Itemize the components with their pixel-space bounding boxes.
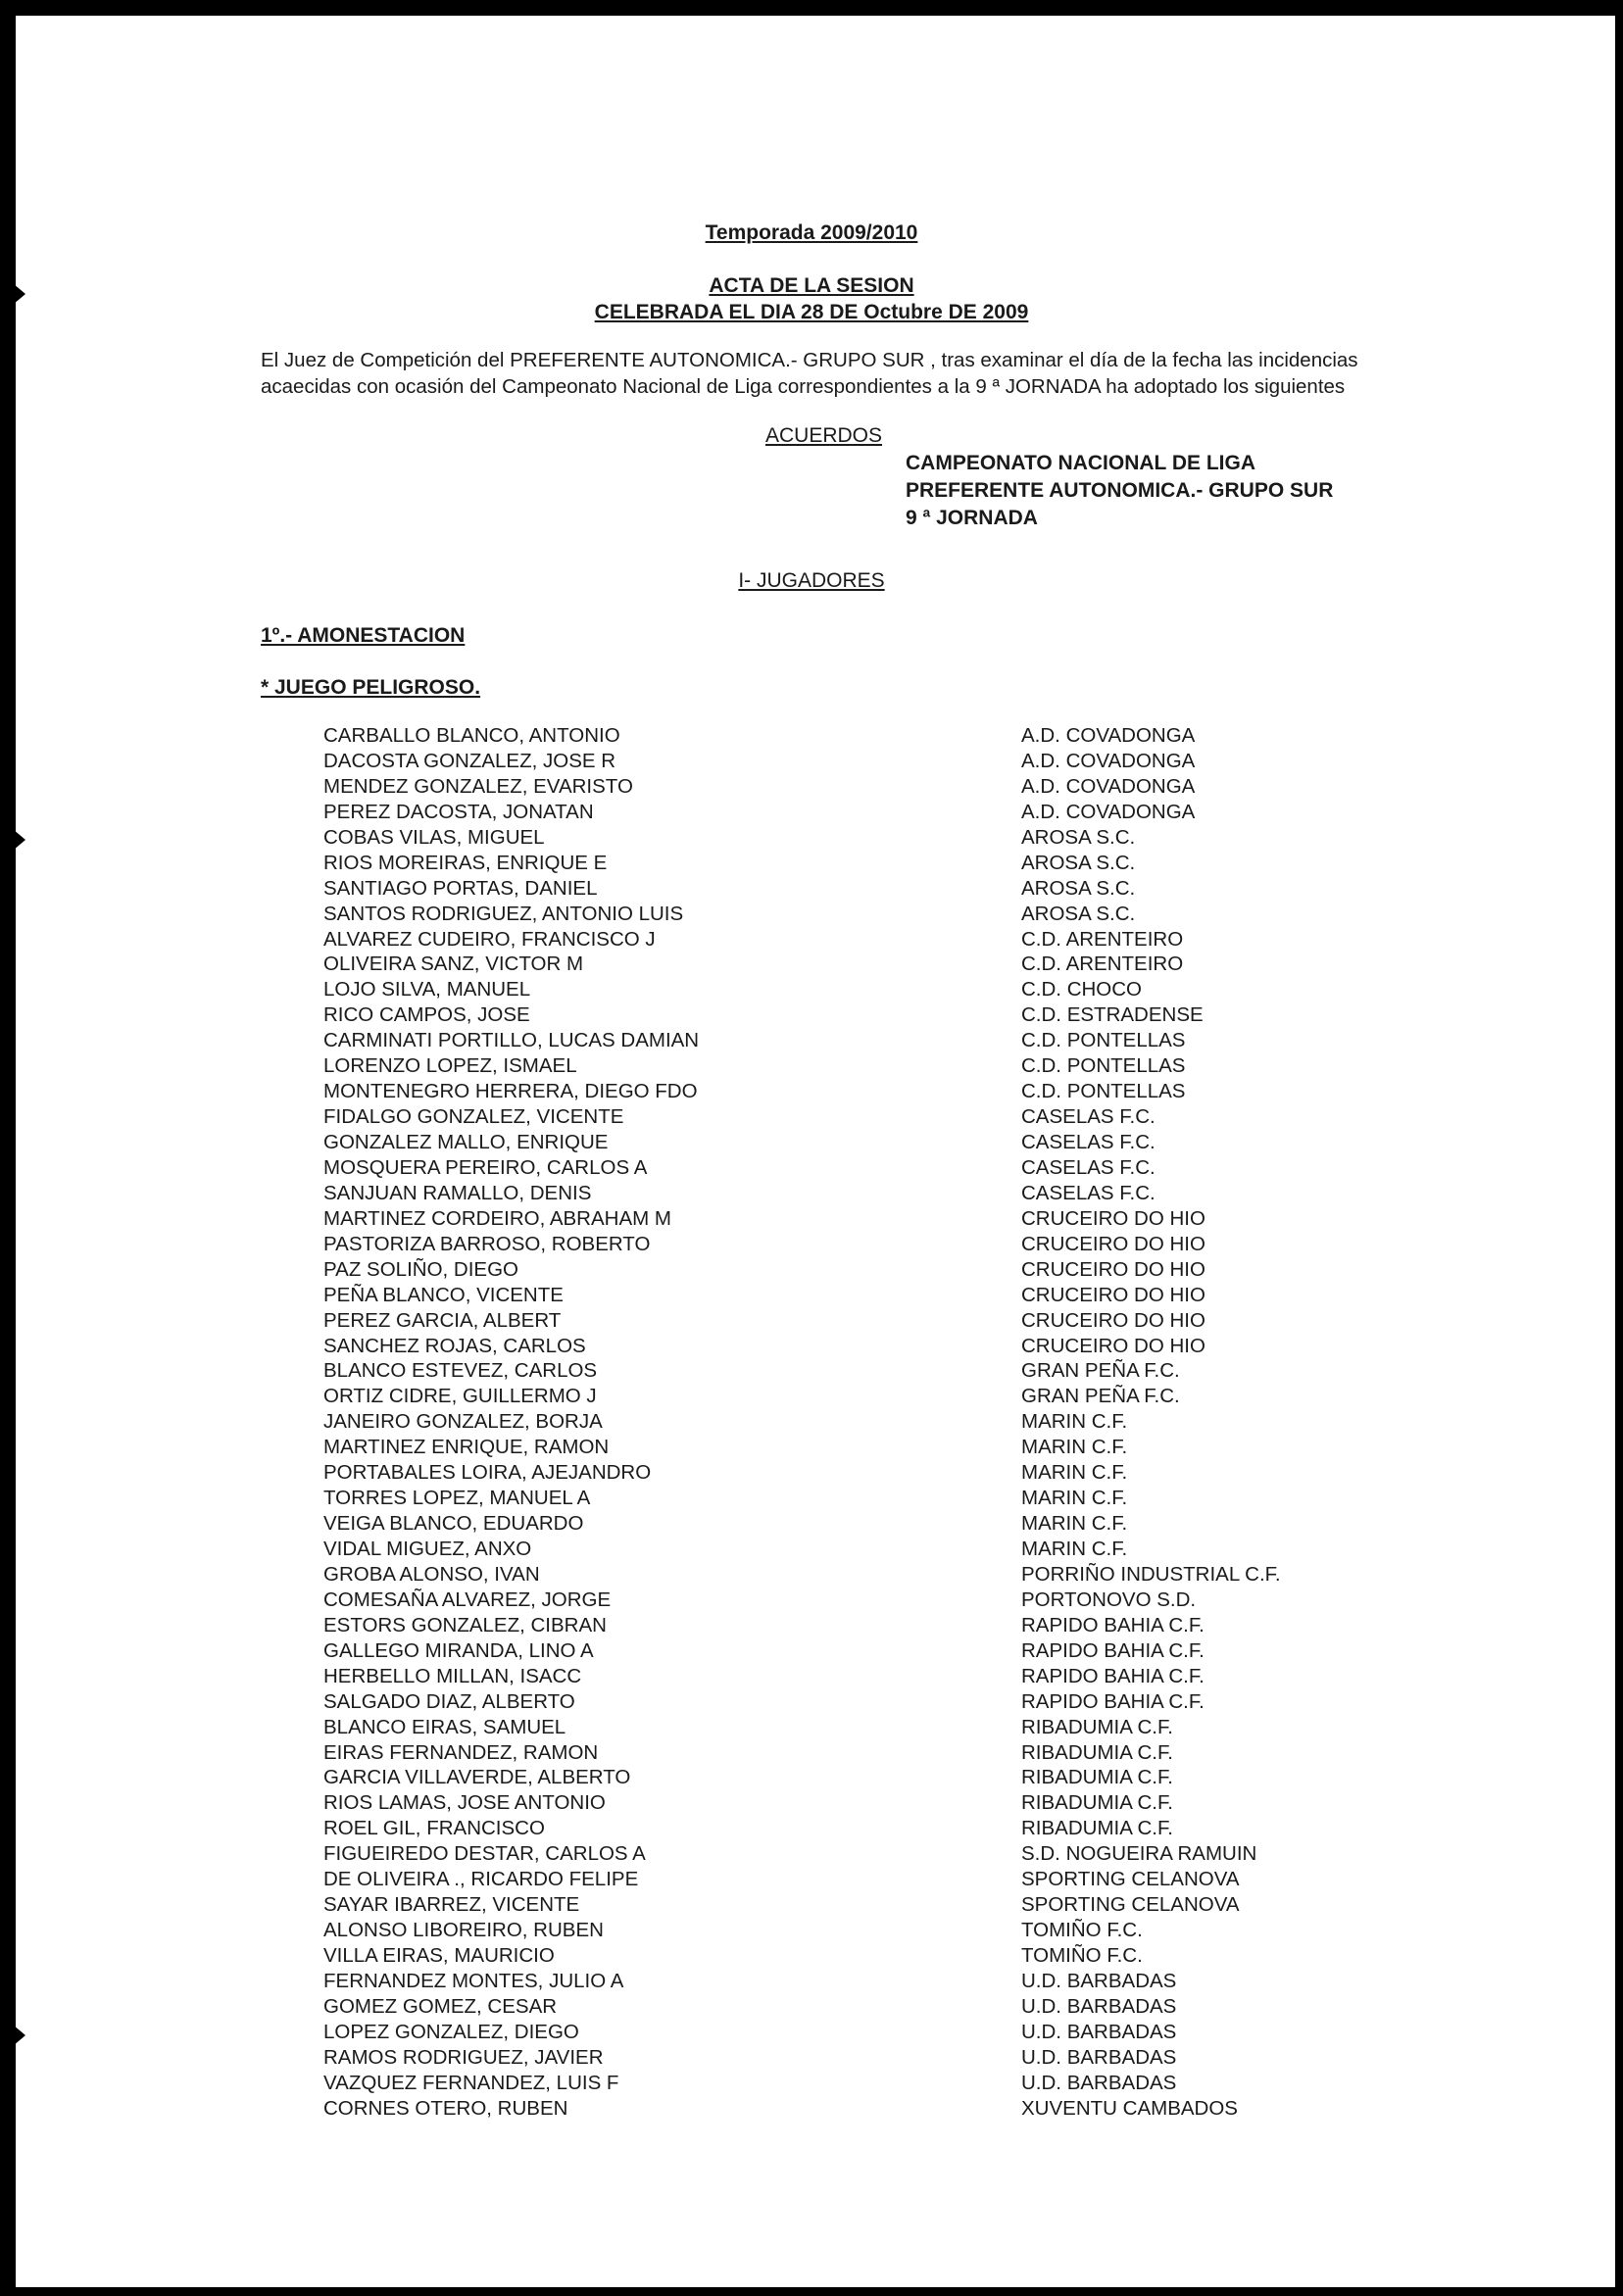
section-title: I- JUGADORES — [738, 569, 885, 592]
list-item — [0, 1232, 1623, 1257]
player-name: SAYAR IBARREZ, VICENTE — [323, 1893, 580, 1917]
player-name: RIOS MOREIRAS, ENRIQUE E — [323, 851, 608, 874]
list-item — [0, 1155, 1623, 1181]
list-item — [0, 800, 1623, 825]
player-name: ALONSO LIBOREIRO, RUBEN — [323, 1919, 604, 1942]
club-name: S.D. NOGUEIRA RAMUIN — [1021, 1842, 1257, 1866]
list-item — [0, 1181, 1623, 1206]
player-name: LORENZO LOPEZ, ISMAEL — [323, 1054, 577, 1078]
club-name: MARIN C.F. — [1021, 1461, 1128, 1485]
player-name: BLANCO ESTEVEZ, CARLOS — [323, 1359, 598, 1383]
competition-round: 9 ª JORNADA — [906, 507, 1038, 529]
list-item — [0, 2045, 1623, 2071]
intro-line-2: acaecidas con ocasión del Campeonato Nacional de Liga correspondientes a la 9 ª JORNADA ha adoptado los siguientes — [261, 375, 1346, 398]
club-name: U.D. BARBADAS — [1021, 1969, 1177, 1992]
list-item — [0, 825, 1623, 851]
club-name: CASELAS F.C. — [1021, 1131, 1156, 1153]
player-name: VAZQUEZ FERNANDEZ, LUIS F — [323, 2071, 619, 2094]
list-item — [0, 1918, 1623, 1943]
club-name: GRAN PEÑA F.C. — [1021, 1385, 1180, 1408]
list-item — [0, 851, 1623, 876]
season-title: Temporada 2009/2010 — [705, 221, 918, 244]
competition-name: CAMPEONATO NACIONAL DE LIGA — [906, 452, 1256, 474]
club-name: C.D. PONTELLAS — [1021, 1080, 1186, 1103]
club-name: MARIN C.F. — [1021, 1512, 1128, 1536]
list-item — [0, 1841, 1623, 1867]
player-name: PORTABALES LOIRA, AJEJANDRO — [323, 1461, 652, 1485]
club-name: CRUCEIRO DO HIO — [1021, 1308, 1205, 1332]
list-item — [0, 1638, 1623, 1664]
list-item — [0, 1715, 1623, 1740]
club-name: U.D. BARBADAS — [1021, 1994, 1177, 2018]
list-item — [0, 723, 1623, 749]
list-item — [0, 1892, 1623, 1918]
category-title: * JUEGO PELIGROSO. — [261, 676, 481, 699]
list-item — [0, 1486, 1623, 1511]
player-name: PEÑA BLANCO, VICENTE — [323, 1283, 564, 1306]
acuerdos-label: ACUERDOS — [765, 424, 883, 447]
list-item — [0, 952, 1623, 977]
player-name: PEREZ GARCIA, ALBERT — [323, 1308, 562, 1332]
club-name: RAPIDO BAHIA C.F. — [1021, 1613, 1205, 1637]
club-name: A.D. COVADONGA — [1021, 724, 1196, 747]
player-name: SANJUAN RAMALLO, DENIS — [323, 1181, 592, 1204]
session-date: CELEBRADA EL DIA 28 DE Octubre DE 2009 — [594, 301, 1029, 323]
list-item — [0, 1790, 1623, 1816]
club-name: TOMIÑO F.C. — [1021, 1944, 1143, 1967]
player-name: MARTINEZ CORDEIRO, ABRAHAM M — [323, 1206, 671, 1230]
player-name: GALLEGO MIRANDA, LINO A — [323, 1638, 594, 1662]
club-name: A.D. COVADONGA — [1021, 749, 1196, 772]
club-name: A.D. COVADONGA — [1021, 774, 1196, 798]
player-name: JANEIRO GONZALEZ, BORJA — [323, 1410, 603, 1434]
list-item — [0, 1308, 1623, 1334]
player-name: DACOSTA GONZALEZ, JOSE R — [323, 749, 616, 772]
player-name: ALVAREZ CUDEIRO, FRANCISCO J — [323, 927, 656, 951]
list-item — [0, 927, 1623, 953]
player-name: COBAS VILAS, MIGUEL — [323, 825, 545, 849]
club-name: MARIN C.F. — [1021, 1436, 1128, 1459]
club-name: PORTONOVO S.D. — [1021, 1588, 1197, 1611]
club-name: AROSA S.C. — [1021, 825, 1136, 849]
list-item — [0, 1435, 1623, 1460]
list-item — [0, 1511, 1623, 1537]
club-name: C.D. ARENTEIRO — [1021, 953, 1184, 976]
player-name: MARTINEZ ENRIQUE, RAMON — [323, 1436, 610, 1459]
list-item — [0, 2020, 1623, 2045]
player-name: MOSQUERA PEREIRO, CARLOS A — [323, 1155, 648, 1179]
club-name: MARIN C.F. — [1021, 1538, 1128, 1560]
player-name: LOJO SILVA, MANUEL — [323, 978, 531, 1001]
player-name: CARBALLO BLANCO, ANTONIO — [323, 724, 620, 747]
list-item — [0, 1257, 1623, 1283]
list-item — [0, 2071, 1623, 2096]
club-name: SPORTING CELANOVA — [1021, 1893, 1240, 1917]
list-item — [0, 1104, 1623, 1130]
list-item — [0, 1130, 1623, 1155]
player-name: DE OLIVEIRA ., RICARDO FELIPE — [323, 1868, 639, 1891]
list-item — [0, 2096, 1623, 2122]
club-name: PORRIÑO INDUSTRIAL C.F. — [1021, 1562, 1281, 1586]
player-name: RICO CAMPOS, JOSE — [323, 1003, 530, 1027]
club-name: CRUCEIRO DO HIO — [1021, 1206, 1205, 1230]
club-name: AROSA S.C. — [1021, 876, 1136, 900]
player-name: ESTORS GONZALEZ, CIBRAN — [323, 1613, 607, 1637]
club-name: MARIN C.F. — [1021, 1410, 1128, 1434]
player-name: FIGUEIREDO DESTAR, CARLOS A — [323, 1842, 646, 1866]
club-name: CRUCEIRO DO HIO — [1021, 1232, 1205, 1255]
list-item — [0, 1613, 1623, 1638]
list-item — [0, 1537, 1623, 1562]
list-item — [0, 1053, 1623, 1079]
list-item — [0, 1740, 1623, 1766]
list-item — [0, 1409, 1623, 1435]
player-name: VEIGA BLANCO, EDUARDO — [323, 1512, 584, 1536]
club-name: CRUCEIRO DO HIO — [1021, 1257, 1205, 1281]
club-name: C.D. PONTELLAS — [1021, 1029, 1186, 1052]
player-name: VILLA EIRAS, MAURICIO — [323, 1944, 555, 1967]
club-name: GRAN PEÑA F.C. — [1021, 1359, 1180, 1383]
list-item — [0, 774, 1623, 800]
club-name: CASELAS F.C. — [1021, 1105, 1156, 1129]
club-name: U.D. BARBADAS — [1021, 2020, 1177, 2043]
list-item — [0, 1358, 1623, 1384]
club-name: SPORTING CELANOVA — [1021, 1868, 1240, 1891]
club-name: MARIN C.F. — [1021, 1487, 1128, 1510]
player-name: MENDEZ GONZALEZ, EVARISTO — [323, 774, 633, 798]
list-item — [0, 1562, 1623, 1588]
list-item — [0, 876, 1623, 902]
player-name: LOPEZ GONZALEZ, DIEGO — [323, 2020, 579, 2043]
club-name: RAPIDO BAHIA C.F. — [1021, 1664, 1205, 1687]
player-name: GOMEZ GOMEZ, CESAR — [323, 1994, 558, 2018]
list-item — [0, 1867, 1623, 1892]
player-name: TORRES LOPEZ, MANUEL A — [323, 1487, 591, 1510]
club-name: RIBADUMIA C.F. — [1021, 1715, 1173, 1738]
club-name: CASELAS F.C. — [1021, 1181, 1156, 1204]
club-name: RIBADUMIA C.F. — [1021, 1740, 1173, 1764]
club-name: RIBADUMIA C.F. — [1021, 1817, 1173, 1840]
club-name: C.D. ESTRADENSE — [1021, 1003, 1204, 1027]
player-name: GARCIA VILLAVERDE, ALBERTO — [323, 1766, 631, 1789]
player-name: GONZALEZ MALLO, ENRIQUE — [323, 1131, 609, 1153]
club-name: U.D. BARBADAS — [1021, 2045, 1177, 2069]
club-name: XUVENTU CAMBADOS — [1021, 2096, 1238, 2120]
club-name: RAPIDO BAHIA C.F. — [1021, 1638, 1205, 1662]
subsection-title: 1º.- AMONESTACION — [261, 624, 466, 647]
list-item — [0, 1028, 1623, 1053]
player-name: PASTORIZA BARROSO, ROBERTO — [323, 1232, 651, 1255]
club-name: TOMIÑO F.C. — [1021, 1919, 1143, 1942]
list-item — [0, 977, 1623, 1002]
list-item — [0, 1588, 1623, 1613]
player-name: MONTENEGRO HERRERA, DIEGO FDO — [323, 1080, 698, 1103]
club-name: U.D. BARBADAS — [1021, 2071, 1177, 2094]
acta-title: ACTA DE LA SESION — [709, 274, 914, 297]
list-item — [0, 1334, 1623, 1359]
list-item — [0, 1765, 1623, 1790]
club-name: C.D. ARENTEIRO — [1021, 927, 1184, 951]
club-name: RIBADUMIA C.F. — [1021, 1766, 1173, 1789]
list-item — [0, 1664, 1623, 1689]
club-name: CRUCEIRO DO HIO — [1021, 1283, 1205, 1306]
list-item — [0, 1943, 1623, 1969]
player-name: PEREZ DACOSTA, JONATAN — [323, 800, 594, 823]
player-name: SANTIAGO PORTAS, DANIEL — [323, 876, 598, 900]
list-item — [0, 1206, 1623, 1232]
player-name: SANCHEZ ROJAS, CARLOS — [323, 1334, 586, 1357]
player-name: SANTOS RODRIGUEZ, ANTONIO LUIS — [323, 902, 684, 925]
list-item — [0, 1816, 1623, 1841]
club-name: CRUCEIRO DO HIO — [1021, 1334, 1205, 1357]
player-name: BLANCO EIRAS, SAMUEL — [323, 1715, 566, 1738]
sanctioned-players-list — [0, 723, 1623, 2122]
list-item — [0, 1994, 1623, 2020]
club-name: AROSA S.C. — [1021, 851, 1136, 874]
player-name: PAZ SOLIÑO, DIEGO — [323, 1257, 518, 1281]
intro-line-1: El Juez de Competición del PREFERENTE AUTONOMICA.- GRUPO SUR , tras examinar el día de la fecha las incidencias — [261, 349, 1358, 371]
club-name: AROSA S.C. — [1021, 902, 1136, 925]
player-name: COMESAÑA ALVAREZ, JORGE — [323, 1588, 612, 1611]
list-item — [0, 1969, 1623, 1994]
competition-group: PREFERENTE AUTONOMICA.- GRUPO SUR — [906, 479, 1334, 502]
club-name: A.D. COVADONGA — [1021, 800, 1196, 823]
list-item — [0, 1384, 1623, 1409]
list-item — [0, 749, 1623, 774]
list-item — [0, 1002, 1623, 1028]
list-item — [0, 1079, 1623, 1104]
club-name: C.D. PONTELLAS — [1021, 1054, 1186, 1078]
player-name: RAMOS RODRIGUEZ, JAVIER — [323, 2045, 604, 2069]
player-name: RIOS LAMAS, JOSE ANTONIO — [323, 1791, 606, 1815]
player-name: VIDAL MIGUEZ, ANXO — [323, 1538, 532, 1560]
list-item — [0, 1283, 1623, 1308]
list-item — [0, 1460, 1623, 1486]
list-item — [0, 902, 1623, 927]
player-name: GROBA ALONSO, IVAN — [323, 1562, 540, 1586]
player-name: HERBELLO MILLAN, ISACC — [323, 1664, 582, 1687]
list-item — [0, 1689, 1623, 1715]
player-name: FERNANDEZ MONTES, JULIO A — [323, 1969, 624, 1992]
club-name: RAPIDO BAHIA C.F. — [1021, 1689, 1205, 1713]
player-name: OLIVEIRA SANZ, VICTOR M — [323, 953, 584, 976]
player-name: ORTIZ CIDRE, GUILLERMO J — [323, 1385, 597, 1408]
player-name: ROEL GIL, FRANCISCO — [323, 1817, 545, 1840]
player-name: CORNES OTERO, RUBEN — [323, 2096, 568, 2120]
player-name: SALGADO DIAZ, ALBERTO — [323, 1689, 575, 1713]
player-name: EIRAS FERNANDEZ, RAMON — [323, 1740, 599, 1764]
club-name: C.D. CHOCO — [1021, 978, 1142, 1001]
club-name: CASELAS F.C. — [1021, 1155, 1156, 1179]
player-name: FIDALGO GONZALEZ, VICENTE — [323, 1105, 624, 1129]
player-name: CARMINATI PORTILLO, LUCAS DAMIAN — [323, 1029, 700, 1052]
club-name: RIBADUMIA C.F. — [1021, 1791, 1173, 1815]
